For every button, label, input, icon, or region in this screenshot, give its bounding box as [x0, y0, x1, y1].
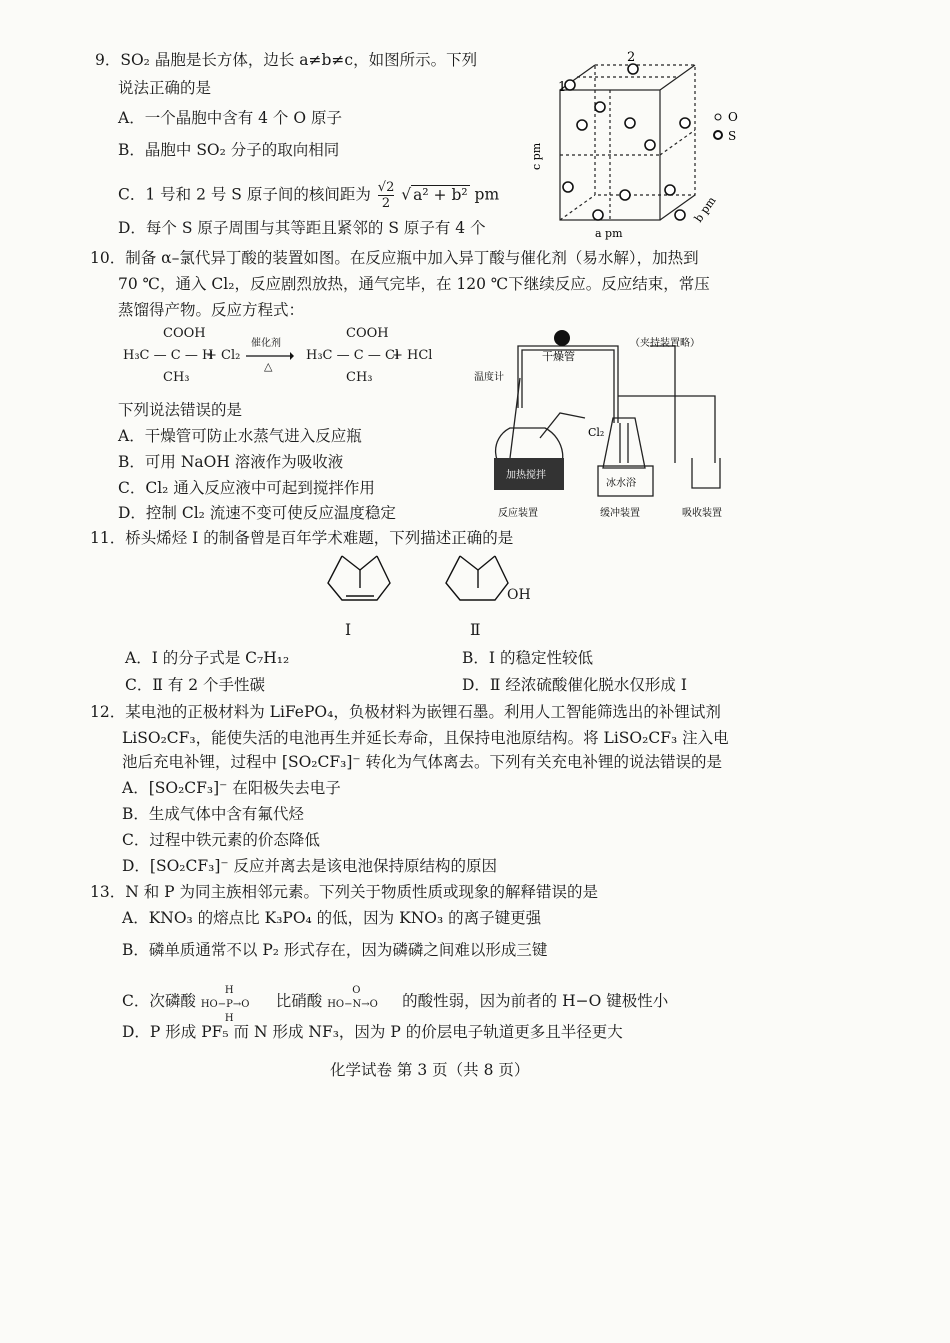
- q13-option-b: B．磷单质通常不以 P₂ 形式存在，因为磷磷之间难以形成三键: [122, 941, 548, 959]
- q13-stem: 13．N 和 P 为同主族相邻元素。下列关于物质性质或现象的解释错误的是: [90, 883, 598, 901]
- axis-b-label: b pm: [691, 194, 719, 225]
- q12-option-a: A．[SO₂CF₃]⁻ 在阳极失去电子: [122, 779, 341, 797]
- buffer-label: 缓冲装置: [600, 508, 640, 519]
- bicycloalkene-structure-i: [322, 548, 402, 610]
- absorber-label: 吸收装置: [682, 508, 722, 519]
- structure-ii-label: Ⅱ: [470, 621, 481, 639]
- reactor-label: 反应装置: [498, 508, 538, 519]
- q10-stem-line3: 蒸馏得产物。反应方程式：: [118, 301, 305, 319]
- q12-stem-line1: 12．某电池的正极材料为 LiFePO₄，负极材料为嵌锂石墨。利用人工智能筛选出的补锂试剂: [90, 703, 721, 721]
- q10-option-c: C．Cl₂ 通入反应液中可起到搅拌作用: [118, 479, 375, 497]
- q13-c-mid: 比硝酸: [275, 992, 323, 1010]
- sqrt-icon: √: [401, 185, 412, 204]
- q12-stem-line2: LiSO₂CF₃，能使失活的电池再生并延长寿命，且保持电池原结构。将 LiSO₂CF₃ 注入电: [122, 729, 729, 747]
- q11-option-d: D．Ⅱ 经浓硫酸催化脱水仅形成 Ⅰ: [462, 676, 687, 694]
- q10-option-a: A．干燥管可防止水蒸气进入反应瓶: [118, 427, 362, 445]
- q13-c-post: 的酸性弱，因为前者的 H−O 键极性小: [402, 992, 669, 1010]
- q13-option-a: A．KNO₃ 的熔点比 K₃PO₄ 的低，因为 KNO₃ 的离子键更强: [122, 909, 542, 927]
- eq-right-cooh: COOH: [346, 326, 389, 341]
- structure-i-label: Ⅰ: [345, 621, 352, 639]
- q11-option-a: A．Ⅰ 的分子式是 C₇H₁₂: [125, 649, 290, 667]
- axis-a-label: a pm: [595, 227, 623, 240]
- q10-option-b: B．可用 NaOH 溶液作为吸收液: [118, 453, 344, 471]
- drying-tube-icon: [554, 330, 570, 346]
- cl2-inlet-label: Cl₂: [588, 426, 605, 439]
- buffer-inner-label: 冰水浴: [606, 478, 636, 489]
- q9-stem-line1: 9．SO₂ 晶胞是长方体，边长 a≠b≠c，如图所示。下列: [95, 51, 478, 69]
- q9-option-c-text: C．1 号和 2 号 S 原子间的核间距为: [118, 185, 371, 204]
- reaction-arrow-icon: [246, 352, 294, 360]
- atom-2-label: 2: [627, 50, 636, 65]
- axis-c-label: c pm: [530, 142, 543, 170]
- eq-plus-cl2: + Cl₂: [206, 348, 241, 363]
- q11-option-c: C．Ⅱ 有 2 个手性碳: [125, 676, 266, 694]
- so2-unit-cell-figure: [520, 45, 760, 245]
- oh-label: OH: [507, 587, 531, 603]
- oxygen-legend-icon: [715, 114, 721, 120]
- eq-catalyst: 催化剂: [251, 338, 281, 349]
- dryer-label: 干燥管: [542, 350, 575, 363]
- q9-option-b: B．晶胞中 SO₂ 分子的取向相同: [118, 141, 340, 159]
- legend-o: O: [728, 110, 738, 124]
- q12-option-c: C．过程中铁元素的价态降低: [122, 831, 320, 849]
- reaction-equation: [118, 326, 448, 396]
- atom-markers: [563, 64, 690, 220]
- bicycloalcohol-structure-ii: [440, 548, 510, 610]
- hno3-main: HO−N→O: [327, 999, 378, 1010]
- eq-left-ch3: CH₃: [163, 370, 190, 385]
- hno3-top-o: O: [352, 985, 361, 996]
- h3po2-bottom-h: H: [224, 1013, 234, 1024]
- eq-left-main: H₃C — C — H: [123, 348, 214, 363]
- q13-c-pre: C．次磷酸: [122, 992, 196, 1010]
- q10-prompt: 下列说法错误的是: [118, 401, 243, 419]
- q10-stem-line2: 70 ℃，通入 Cl₂，反应剧烈放热，通气完毕，在 120 ℃下继续反应。反应结束，常压: [118, 275, 710, 293]
- clamp-note: （夹持装置略）: [630, 338, 700, 349]
- eq-heat: △: [264, 360, 273, 373]
- q11-stem: 11．桥头烯烃 Ⅰ 的制备曾是百年学术难题，下列描述正确的是: [90, 529, 514, 547]
- q11-option-b: B．Ⅰ 的稳定性较低: [462, 649, 593, 667]
- q13-option-c: [122, 985, 669, 1024]
- eq-right-main: H₃C — C — Cl: [306, 348, 400, 363]
- q9-c-denominator: 2: [381, 196, 391, 211]
- thermometer-label: 温度计: [474, 372, 504, 383]
- q9-stem-line2: 说法正确的是: [118, 79, 212, 97]
- page-footer: 化学试卷 第 3 页（共 8 页）: [330, 1061, 530, 1079]
- h3po2-top-h: H: [224, 985, 234, 996]
- eq-plus-hcl: + HCl: [392, 348, 433, 363]
- apparatus-figure: [470, 318, 755, 523]
- q12-option-d: D．[SO₂CF₃]⁻ 反应并离去是该电池保持原结构的原因: [122, 857, 497, 875]
- sulfur-legend-icon: [714, 131, 722, 139]
- q10-stem-line1: 10．制备 α–氯代异丁酸的装置如图。在反应瓶中加入异丁酸与催化剂（易水解），加热到: [90, 249, 699, 267]
- hypophosphorous-acid-structure: [200, 985, 271, 1024]
- q9-option-c: [118, 180, 499, 211]
- q9-option-a: A．一个晶胞中含有 4 个 O 原子: [118, 109, 342, 127]
- eq-right-ch3: CH₃: [346, 370, 373, 385]
- legend-s: S: [728, 129, 737, 143]
- nitric-acid-structure: [327, 985, 397, 1019]
- q9-c-numerator: √2: [377, 180, 395, 195]
- eq-left-cooh: COOH: [163, 326, 206, 341]
- heater-label: 加热搅拌: [506, 470, 546, 481]
- q10-option-d: D．控制 Cl₂ 流速不变可使反应温度稳定: [118, 504, 396, 522]
- atom-1-label: 1: [558, 80, 567, 95]
- q12-option-b: B．生成气体中含有氟代烃: [122, 805, 304, 823]
- q9-c-unit: pm: [474, 185, 500, 204]
- q12-stem-line3: 池后充电补锂，过程中 [SO₂CF₃]⁻ 转化为气体离去。下列有关充电补锂的说法错误的是: [122, 753, 722, 771]
- h3po2-main: HO−P→O: [200, 999, 250, 1010]
- q9-option-d: D．每个 S 原子周围与其等距且紧邻的 S 原子有 4 个: [118, 219, 486, 237]
- q9-c-radicand: a² + b²: [413, 185, 468, 204]
- q13-option-d: D．P 形成 PF₅ 而 N 形成 NF₃，因为 P 的价层电子轨道更多且半径更大: [122, 1023, 623, 1041]
